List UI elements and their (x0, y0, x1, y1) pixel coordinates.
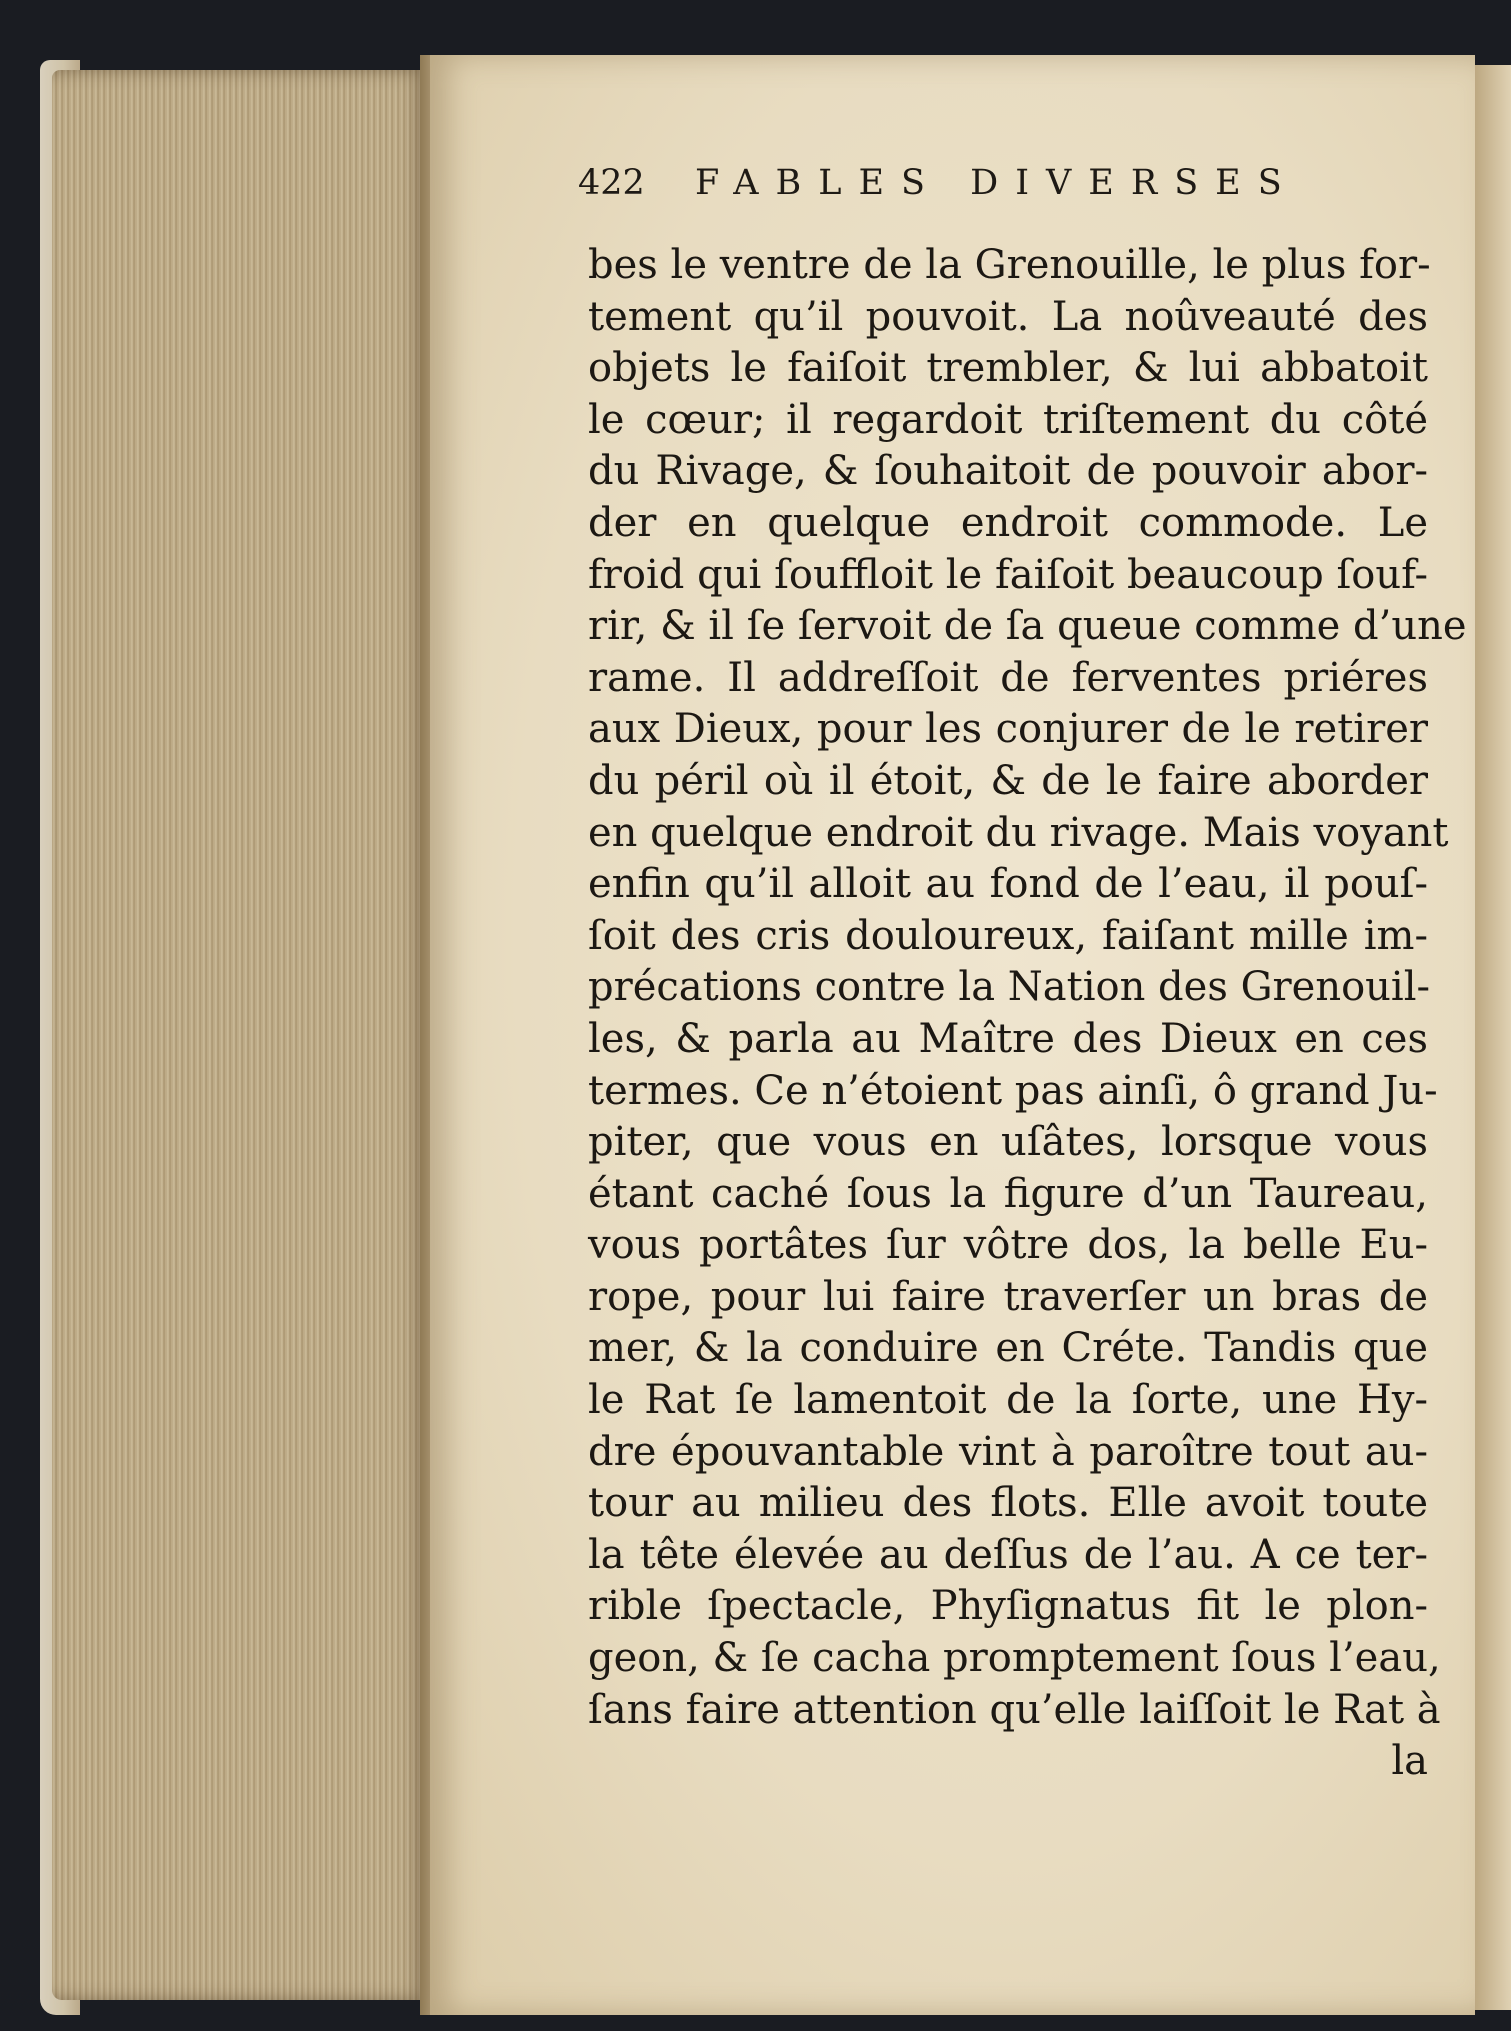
text-line: tement qu’il pouvoit. La noûveauté des (588, 293, 1428, 340)
text-line: les, & parla au Maître des Dieux en ces (588, 1015, 1428, 1062)
text-line: tour au milieu des flots. Elle avoit toute (588, 1480, 1428, 1527)
catchword: la (1391, 1738, 1428, 1785)
page-number: 422 (578, 163, 645, 203)
text-line: objets le faiſoit trembler, & lui abbatoit (588, 345, 1428, 392)
text-line: aux Dieux, pour les conjurer de le retirer (588, 706, 1428, 753)
text-line: ſoit des cris douloureux, faiſant mille im- (588, 912, 1428, 959)
text-line: étant caché ſous la figure d’un Taureau, (588, 1170, 1428, 1217)
text-line: le Rat ſe lamentoit de la ſorte, une Hy- (588, 1377, 1428, 1424)
text-line: rope, pour lui faire traverſer un bras de (588, 1273, 1428, 1320)
text-line: rible ſpectacle, Phyſignatus fit le plon- (588, 1583, 1428, 1630)
text-line: ſans faire attention qu’elle laiſſoit le Rat à (588, 1686, 1441, 1733)
text-line: du péril où il étoit, & de le faire aborder (588, 757, 1428, 804)
text-line: geon, & ſe cacha promptement ſous l’eau, (588, 1635, 1441, 1682)
text-line: der en quelque endroit commode. Le (588, 499, 1428, 546)
text-line: le cœur; il regardoit triſtement du côté (588, 396, 1428, 443)
body-text (588, 240, 1467, 1788)
page-header (578, 155, 1318, 215)
text-line: la tête élevée au deſſus de l’au. A ce ter- (588, 1531, 1428, 1578)
text-line: vous portâtes ſur vôtre dos, la belle Eu- (588, 1222, 1428, 1269)
facing-page-edge (1470, 65, 1511, 2010)
text-line: termes. Ce n’étoient pas ainſi, ô grand Ju- (588, 1067, 1438, 1114)
text-line: en quelque endroit du rivage. Mais voyant (588, 809, 1449, 856)
text-line: piter, que vous en uſâtes, lorsque vous (588, 1119, 1428, 1166)
page-fore-edge (52, 70, 430, 2000)
text-line: du Rivage, & ſouhaitoit de pouvoir abor- (588, 448, 1428, 495)
text-line: bes le ventre de la Grenouille, le plus for- (588, 242, 1431, 288)
text-line: rir, & il ſe ſervoit de ſa queue comme d’une (588, 603, 1467, 650)
text-line: précations contre la Nation des Grenouil- (588, 964, 1431, 1011)
text-line: dre épouvantable vint à paroître tout au- (588, 1428, 1428, 1475)
running-title: FABLES DIVERSES (695, 163, 1299, 203)
text-line: mer, & la conduire en Créte. Tandis que (588, 1325, 1428, 1372)
text-line: froid qui ſouffloit le faiſoit beaucoup ſouf- (588, 551, 1428, 598)
text-line: rame. Il addreſſoit de ferventes priéres (588, 654, 1428, 701)
text-line: enfin qu’il alloit au fond de l’eau, il pouſ- (588, 861, 1428, 908)
